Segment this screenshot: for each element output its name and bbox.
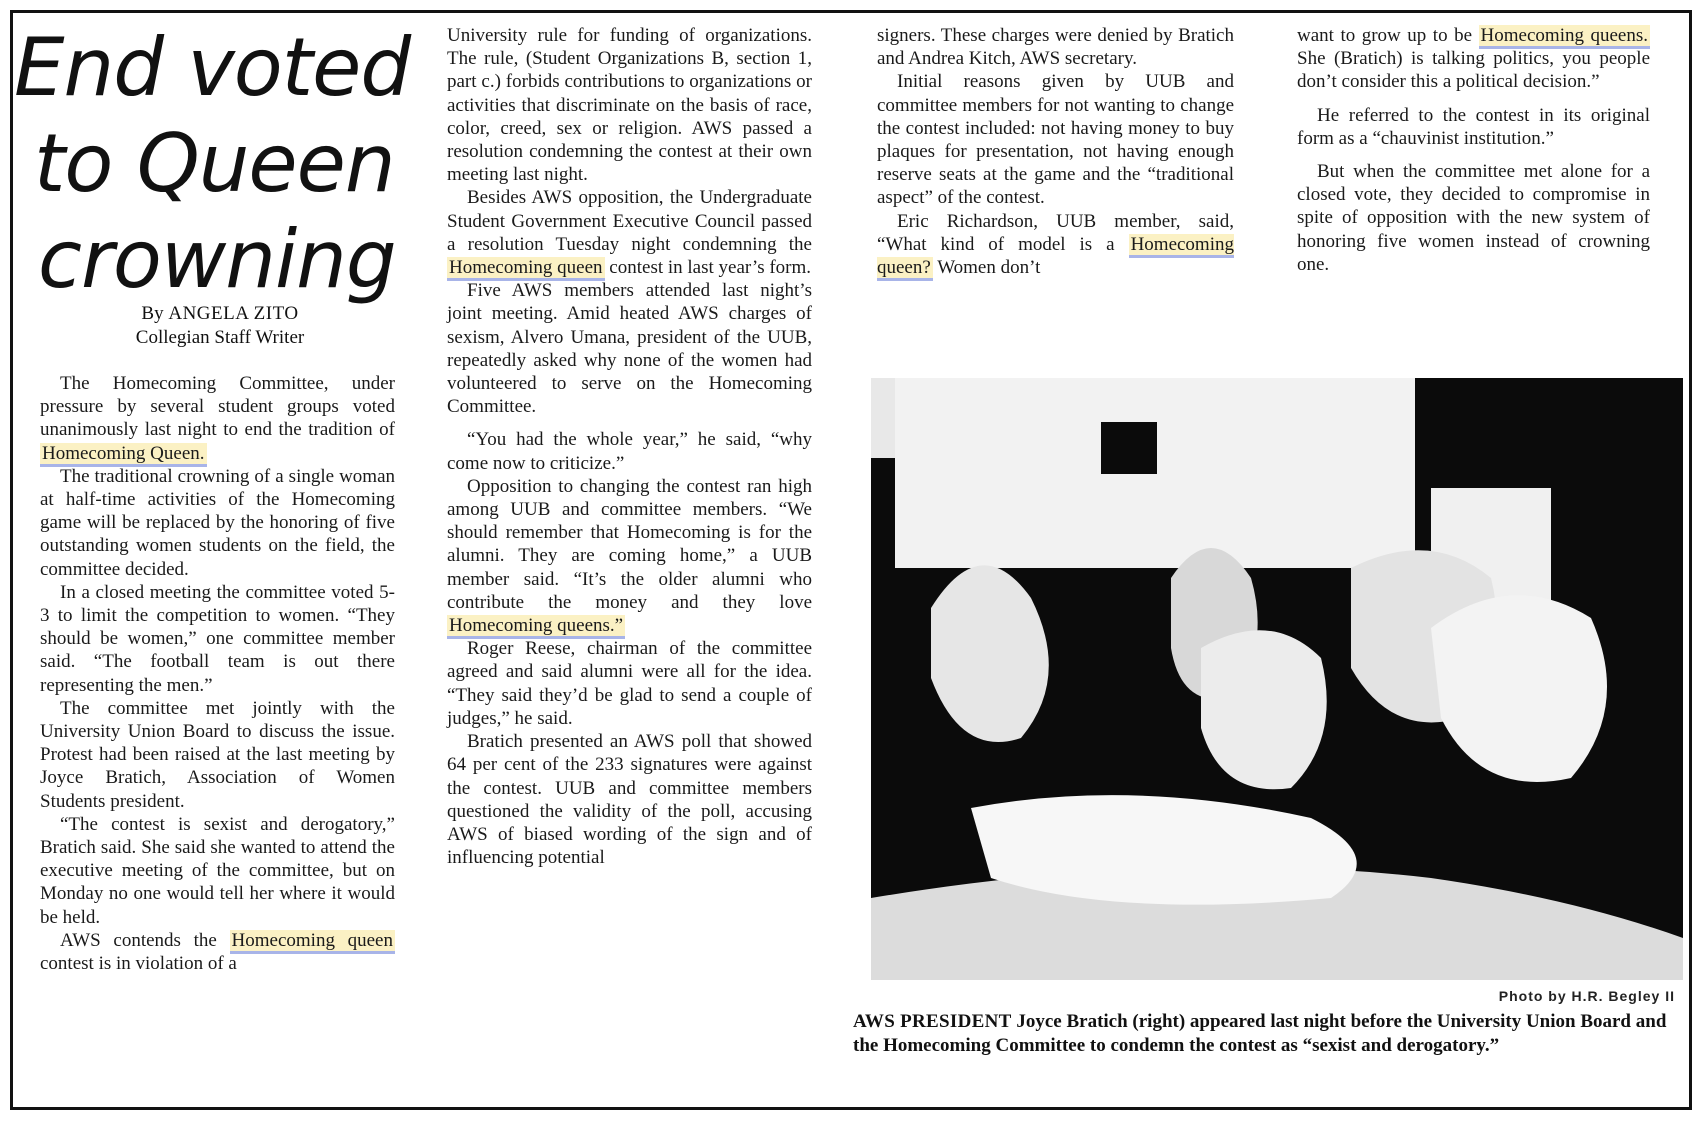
news-photo	[871, 378, 1683, 980]
paragraph-text: want to grow up to be	[1297, 25, 1479, 46]
paragraph-text: Initial reasons given by UUB and committee members for not wanting to change the contest included: not having money to buy plaques for presentation, not having enough reserve seats at the game and the “traditional aspect” of the contest.	[877, 71, 1234, 209]
paragraph-text: AWS contends the	[60, 929, 230, 951]
highlighted-term: Homecoming queen	[447, 257, 605, 281]
article-paragraph	[40, 813, 395, 929]
byline-title: Collegian Staff Writer	[135, 327, 305, 348]
article-paragraph	[447, 279, 812, 418]
paragraph-text: contest is in violation of a	[40, 953, 237, 975]
paragraph-text: He referred to the contest in its original form as a “chauvinist institution.”	[1297, 104, 1650, 149]
caption-lead: AWS PRESIDENT	[853, 1011, 1012, 1032]
article-paragraph	[1297, 160, 1650, 276]
article-column-4	[1297, 24, 1650, 276]
photo-caption	[853, 1010, 1691, 1058]
article-paragraph	[447, 637, 812, 730]
article-paragraph	[40, 697, 395, 813]
article-paragraph	[1297, 104, 1650, 150]
paragraph-text: Bratich presented an AWS poll that showed 64 per cent of the 233 signatures were against the contest. UUB and committee members questioned the validity of the poll, accusing AWS of biased wording of the sign and of influencing potential	[447, 731, 812, 869]
paragraph-text: In a closed meeting the committee voted 5-3 to limit the competition to women. “They should be women,” one committee member said. “The football team is out there representing the men.”	[40, 581, 395, 696]
paragraph-text: Opposition to changing the contest ran high among UUB and committee members. “We should remember that Homecoming is for the alumni. They are coming home,” a UUB member said. “It’s the older alumni who contribute the money and they love	[447, 475, 812, 613]
article-paragraph	[447, 475, 812, 637]
highlighted-term: Homecoming queens.	[1479, 25, 1650, 49]
paragraph-text: The Homecoming Committee, under pressure by several student groups voted unanimously last night to end the tradition of	[40, 373, 395, 441]
paragraph-text: Roger Reese, chairman of the committee agreed and said alumni were all for the idea. “They said they’d be glad to send a couple of judges,” he said.	[447, 638, 812, 729]
caption-text: Joyce Bratich (right) appeared last night before the University Union Board and the Homecoming Committee to condemn the contest as “sexist and derogatory.”	[853, 1011, 1667, 1056]
headline-line: End voted	[14, 21, 411, 114]
paragraph-text: contest in last year’s form.	[604, 257, 812, 279]
article-paragraph	[447, 730, 812, 869]
paragraph-text: University rule for funding of organizations. The rule, (Student Organizations B, section 1, part c.) forbids contributions to organizations or activities that discriminate on the basis of race, color, creed, sex or religion. AWS passed a resolution condemning the contest at their own meeting last night.	[447, 25, 812, 186]
article-paragraph	[1297, 24, 1650, 94]
headline-line: crowning	[38, 213, 396, 306]
highlighted-term: Homecoming queen	[230, 930, 395, 954]
article-paragraph	[877, 210, 1234, 280]
article-paragraph	[40, 929, 395, 975]
article-paragraph	[447, 24, 812, 186]
photo-credit: Photo by H.R. Begley II	[1498, 988, 1675, 1004]
article-column-3	[877, 24, 1234, 279]
highlighted-term: Homecoming Queen.	[40, 443, 207, 467]
paragraph-text: Eric Richardson, UUB member, said, “What kind of model is a	[877, 210, 1234, 255]
headline	[14, 20, 434, 308]
paragraph-text: But when the committee met alone for a closed vote, they decided to compromise in spite of opposition with the new system of honoring five women instead of crowning one.	[1297, 161, 1650, 275]
article-paragraph	[877, 24, 1234, 70]
article-paragraph	[40, 581, 395, 697]
article-paragraph	[877, 70, 1234, 209]
article-column-2	[447, 24, 812, 869]
highlighted-term: Homecoming queens.”	[447, 615, 625, 639]
byline-by: By	[141, 303, 164, 324]
article-paragraph	[40, 465, 395, 581]
paragraph-text: “You had the whole year,” he said, “why come now to criticize.”	[447, 429, 812, 474]
highlighted-term: Homecoming queen?	[877, 234, 1234, 281]
article-paragraph	[447, 186, 812, 279]
headline-line: to Queen	[34, 117, 395, 210]
article-paragraph	[40, 372, 395, 465]
article-column-1	[40, 372, 395, 975]
paragraph-text: The traditional crowning of a single woman at half-time activities of the Homecoming game will be replaced by the honoring of five outstanding women students on the field, the committee decided.	[40, 465, 395, 580]
paragraph-text: signers. These charges were denied by Bratich and Andrea Kitch, AWS secretary.	[877, 25, 1234, 70]
paragraph-text: Besides AWS opposition, the Undergraduate Student Government Executive Council passed a resolution Tuesday night condemning the	[447, 187, 812, 255]
paragraph-text: Five AWS members attended last night’s joint meeting. Amid heated AWS charges of sexism, Alvero Umana, president of the UUB, repeatedly asked why none of the women had volunteered to serve on the Homecoming Committee.	[447, 280, 812, 418]
paragraph-text: She (Bratich) is talking politics, you people don’t consider this a political decision.”	[1297, 48, 1650, 93]
byline-author: ANGELA ZITO	[168, 303, 299, 324]
paragraph-text: The committee met jointly with the University Union Board to discuss the issue. Protest had been raised at the last meeting by Joyce Bratich, Association of Women Students president.	[40, 697, 395, 812]
byline	[40, 302, 400, 350]
article-paragraph	[447, 428, 812, 474]
paragraph-text: Women don’t	[932, 257, 1041, 279]
paragraph-text: “The contest is sexist and derogatory,” Bratich said. She said she wanted to attend the executive meeting of the committee, but on Monday no one would tell her where it would be held.	[40, 813, 395, 928]
